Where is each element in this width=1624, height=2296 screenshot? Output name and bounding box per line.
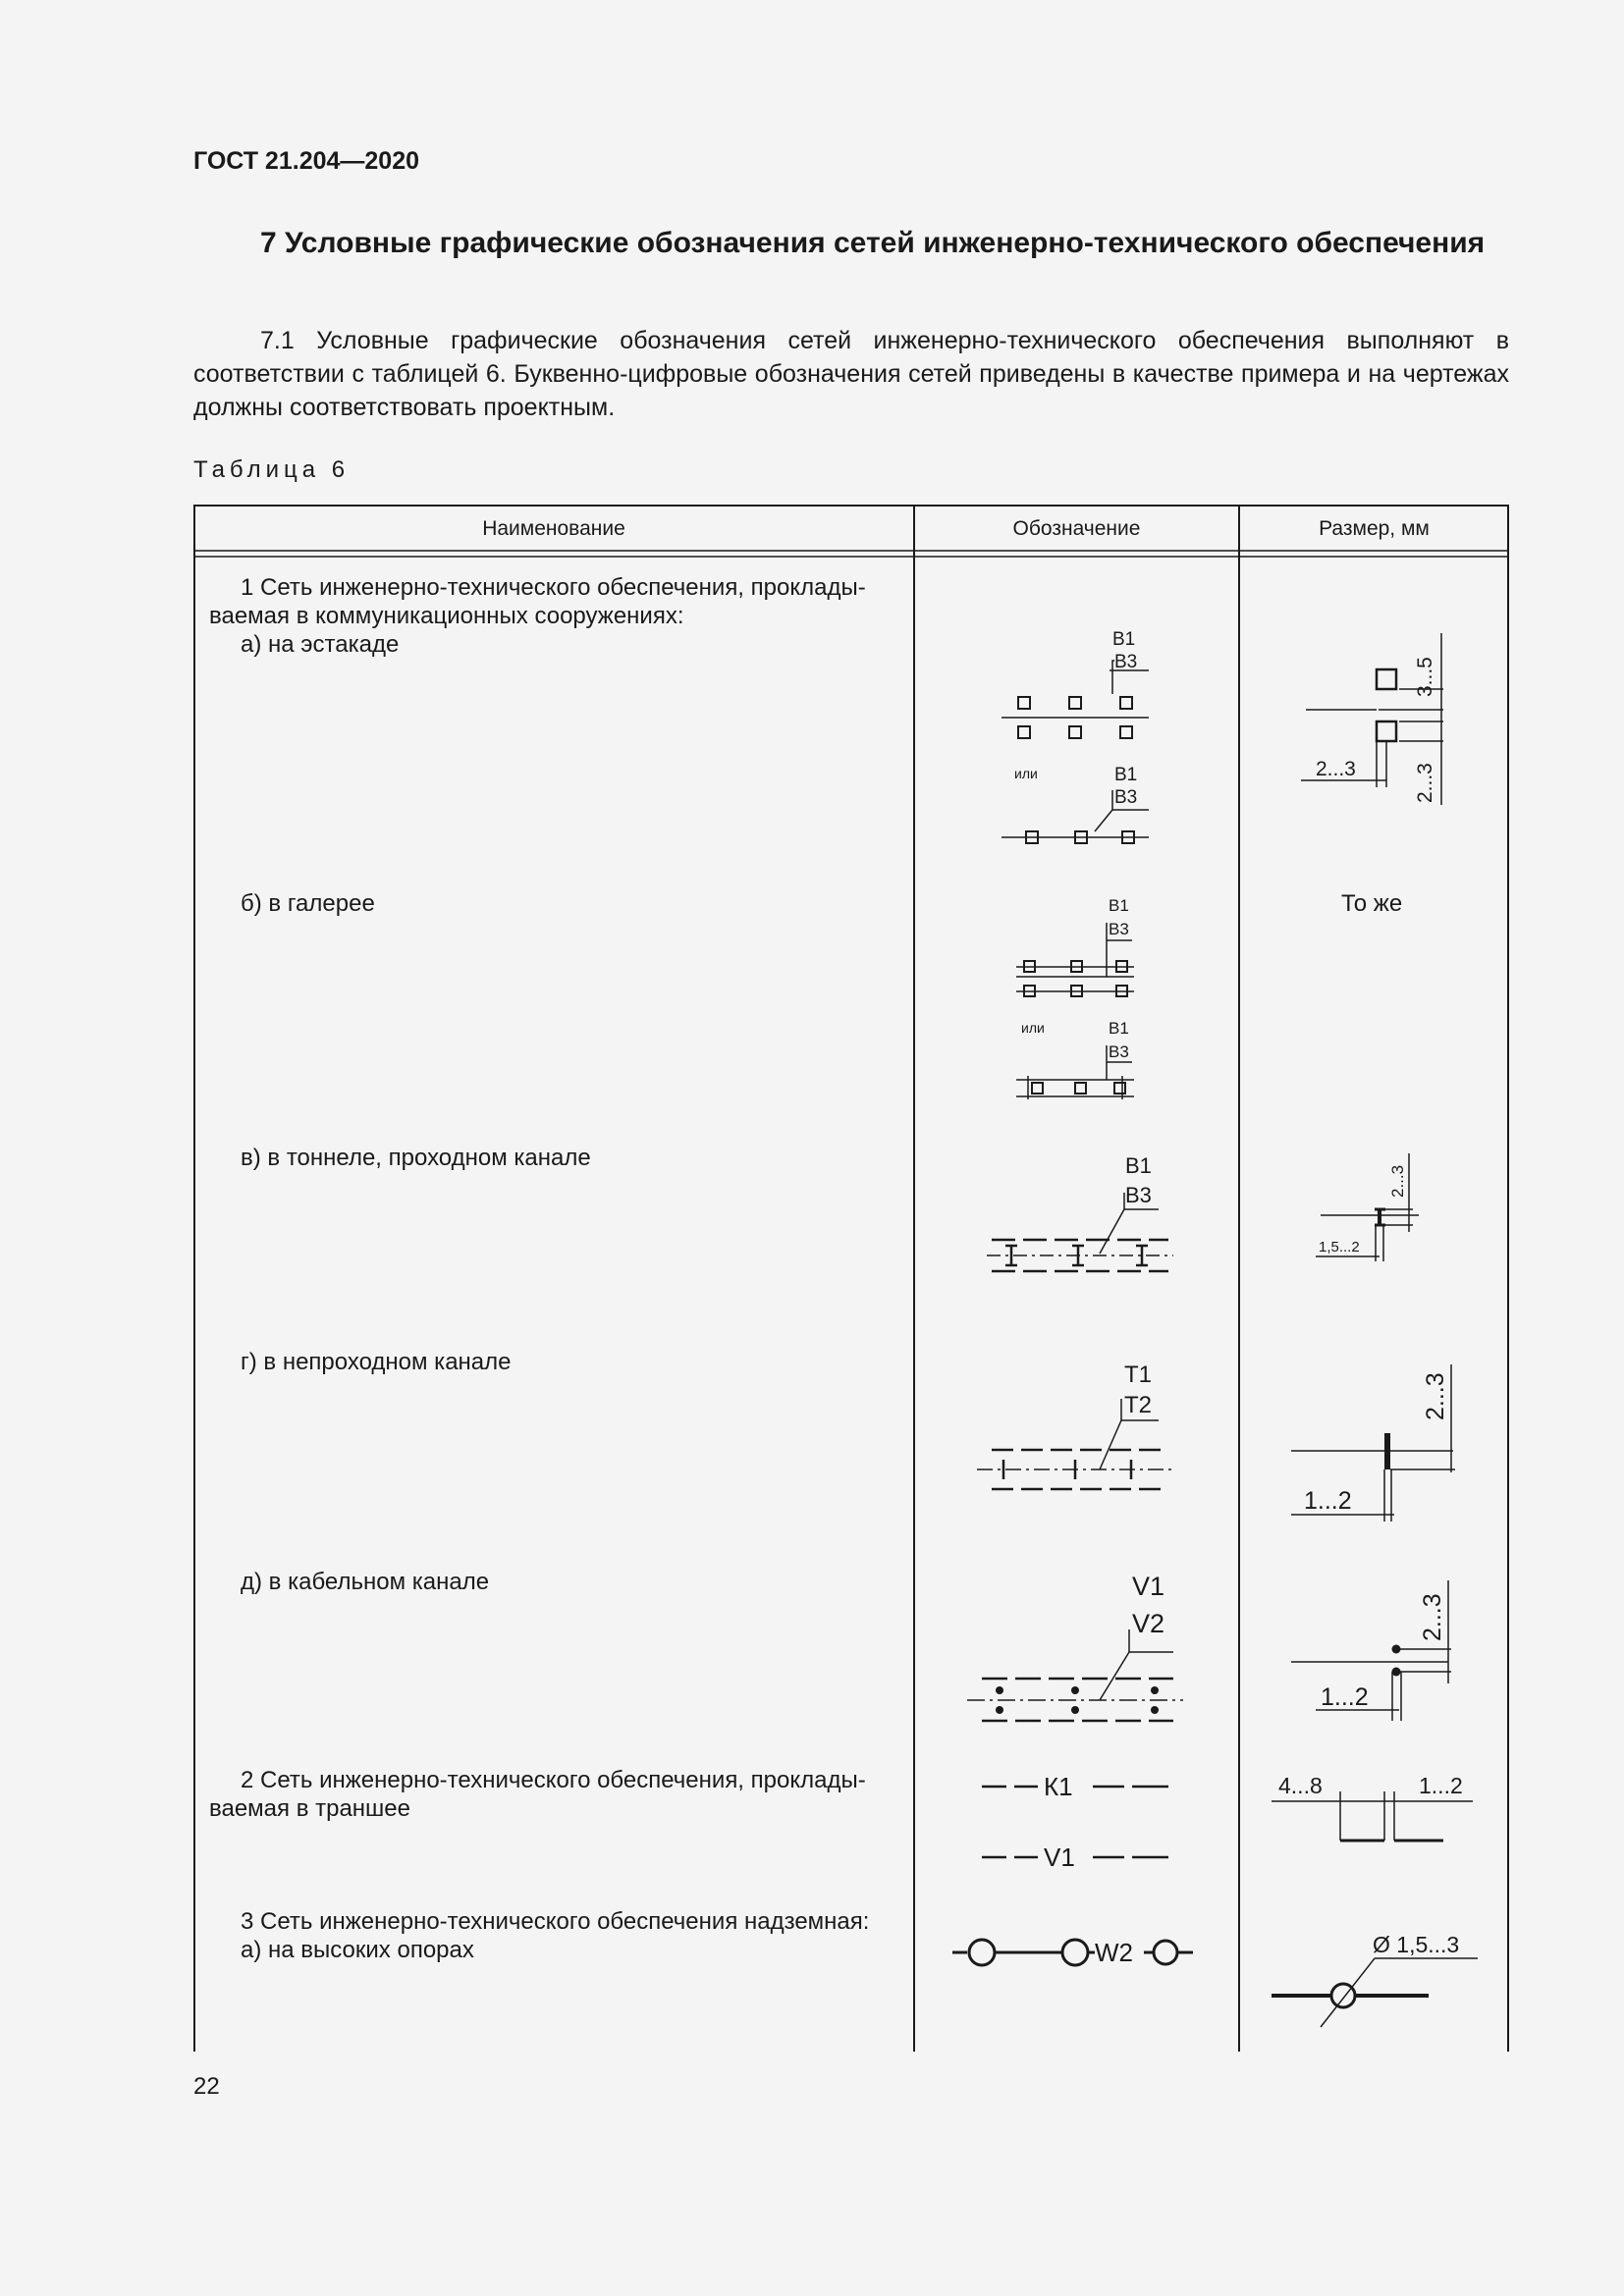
row-1g-name: г) в непроходном канале <box>241 1349 512 1375</box>
symbol-label-v3-b2: В3 <box>1109 1042 1129 1061</box>
row-1a-name: а) на эстакаде <box>241 631 400 658</box>
row-3-name: 3 Сеть инженерно-технического обеспечения надземная: <box>241 1908 870 1935</box>
column-header-name: Наименование <box>482 517 625 540</box>
row-1d-name: д) в кабельном канале <box>241 1569 490 1595</box>
symbol-transheya <box>977 1767 1183 1875</box>
row-2-name: 2 Сеть инженерно-технического обеспечения, проклады-ваемая в траншее <box>209 1767 866 1822</box>
size-estakada <box>1296 628 1483 810</box>
symbol-label-v3: В3 <box>1114 652 1138 672</box>
document-code: ГОСТ 21.204—2020 <box>193 147 420 175</box>
symbol-tonnel <box>982 1144 1178 1281</box>
size-tonnel <box>1311 1148 1438 1271</box>
size-kabelny-kanal <box>1286 1575 1458 1728</box>
size-vysokie-opory <box>1267 1929 1483 2037</box>
symbol-label-t1: Т1 <box>1124 1362 1153 1388</box>
size-label-1-5-2: 1,5...2 <box>1319 1239 1360 1255</box>
symbol-kabelny-kanal <box>962 1569 1188 1726</box>
column-header-symbol: Обозначение <box>1012 517 1141 540</box>
page-number: 22 <box>193 2073 220 2100</box>
table-label: Таблица 6 <box>193 456 351 483</box>
symbol-label-V1-trench: V1 <box>1044 1842 1075 1872</box>
row-1v-name: в) в тоннеле, проходном канале <box>241 1145 591 1171</box>
symbol-label-v1: В1 <box>1112 629 1136 650</box>
size-label-2-3-kabel: 2...3 <box>1419 1593 1446 1641</box>
size-label-4-8: 4...8 <box>1278 1773 1323 1798</box>
symbol-vysokie-opory <box>947 1929 1203 1978</box>
symbol-label-v3-alt: В3 <box>1114 787 1138 808</box>
symbol-label-v1-b: В1 <box>1109 896 1129 915</box>
symbol-label-v3-c: В3 <box>1125 1183 1152 1207</box>
size-transheya <box>1267 1767 1483 1845</box>
symbol-label-V2: V2 <box>1132 1609 1165 1638</box>
section-paragraph: 7.1 Условные графические обозначения сетей инженерно-технического обеспечения выполняют в соответствии с таблицей 6. Буквенно-цифровые обозначения сетей приведены в качестве примера и на чертежах должны соответствовать проектным. <box>193 327 1509 421</box>
symbol-label-w2: W2 <box>1095 1938 1133 1967</box>
symbol-label-v3-b: В3 <box>1109 920 1129 938</box>
size-label-1-2-kabel: 1...2 <box>1321 1683 1369 1711</box>
symbol-label-k1: К1 <box>1044 1772 1073 1801</box>
size-label-1-2-trench: 1...2 <box>1419 1773 1463 1798</box>
symbol-label-v1-c: В1 <box>1125 1153 1152 1178</box>
symbol-label-ili: или <box>1014 766 1038 781</box>
symbol-estakada <box>997 623 1164 854</box>
symbol-label-v1-alt: В1 <box>1114 765 1138 785</box>
row-3a-name: а) на высоких опорах <box>241 1937 474 1963</box>
size-label-diameter: Ø 1,5...3 <box>1373 1932 1460 1957</box>
row-1b-size: То же <box>1341 890 1403 917</box>
symbol-label-ili-b: или <box>1021 1020 1045 1036</box>
symbol-neprokhodnoy-kanal <box>972 1350 1178 1497</box>
size-label-2-3-kanal: 2...3 <box>1422 1372 1449 1420</box>
row-1b-name: б) в галерее <box>241 890 375 917</box>
size-neprokhodnoy-kanal <box>1286 1360 1458 1526</box>
symbol-galereya <box>1006 893 1164 1104</box>
section-title: 7 Условные графические обозначения сетей инженерно-технического обеспечения <box>260 227 1486 259</box>
size-label-2-3-horizontal: 2...3 <box>1316 758 1356 780</box>
row-1-name: 1 Сеть инженерно-технического обеспечения, проклады-ваемая в коммуникационных сооружениях: <box>209 574 866 629</box>
column-header-size: Размер, мм <box>1319 517 1430 540</box>
symbol-label-v1-b2: В1 <box>1109 1019 1129 1038</box>
size-label-1-2-kanal: 1...2 <box>1304 1487 1352 1515</box>
size-label-3-5: 3...5 <box>1414 657 1436 697</box>
symbol-label-V1: V1 <box>1132 1572 1165 1601</box>
symbol-label-t2: Т2 <box>1124 1392 1153 1418</box>
size-label-2-3-tonnel: 2...3 <box>1388 1164 1407 1198</box>
size-label-2-3-vertical: 2...3 <box>1414 763 1436 803</box>
